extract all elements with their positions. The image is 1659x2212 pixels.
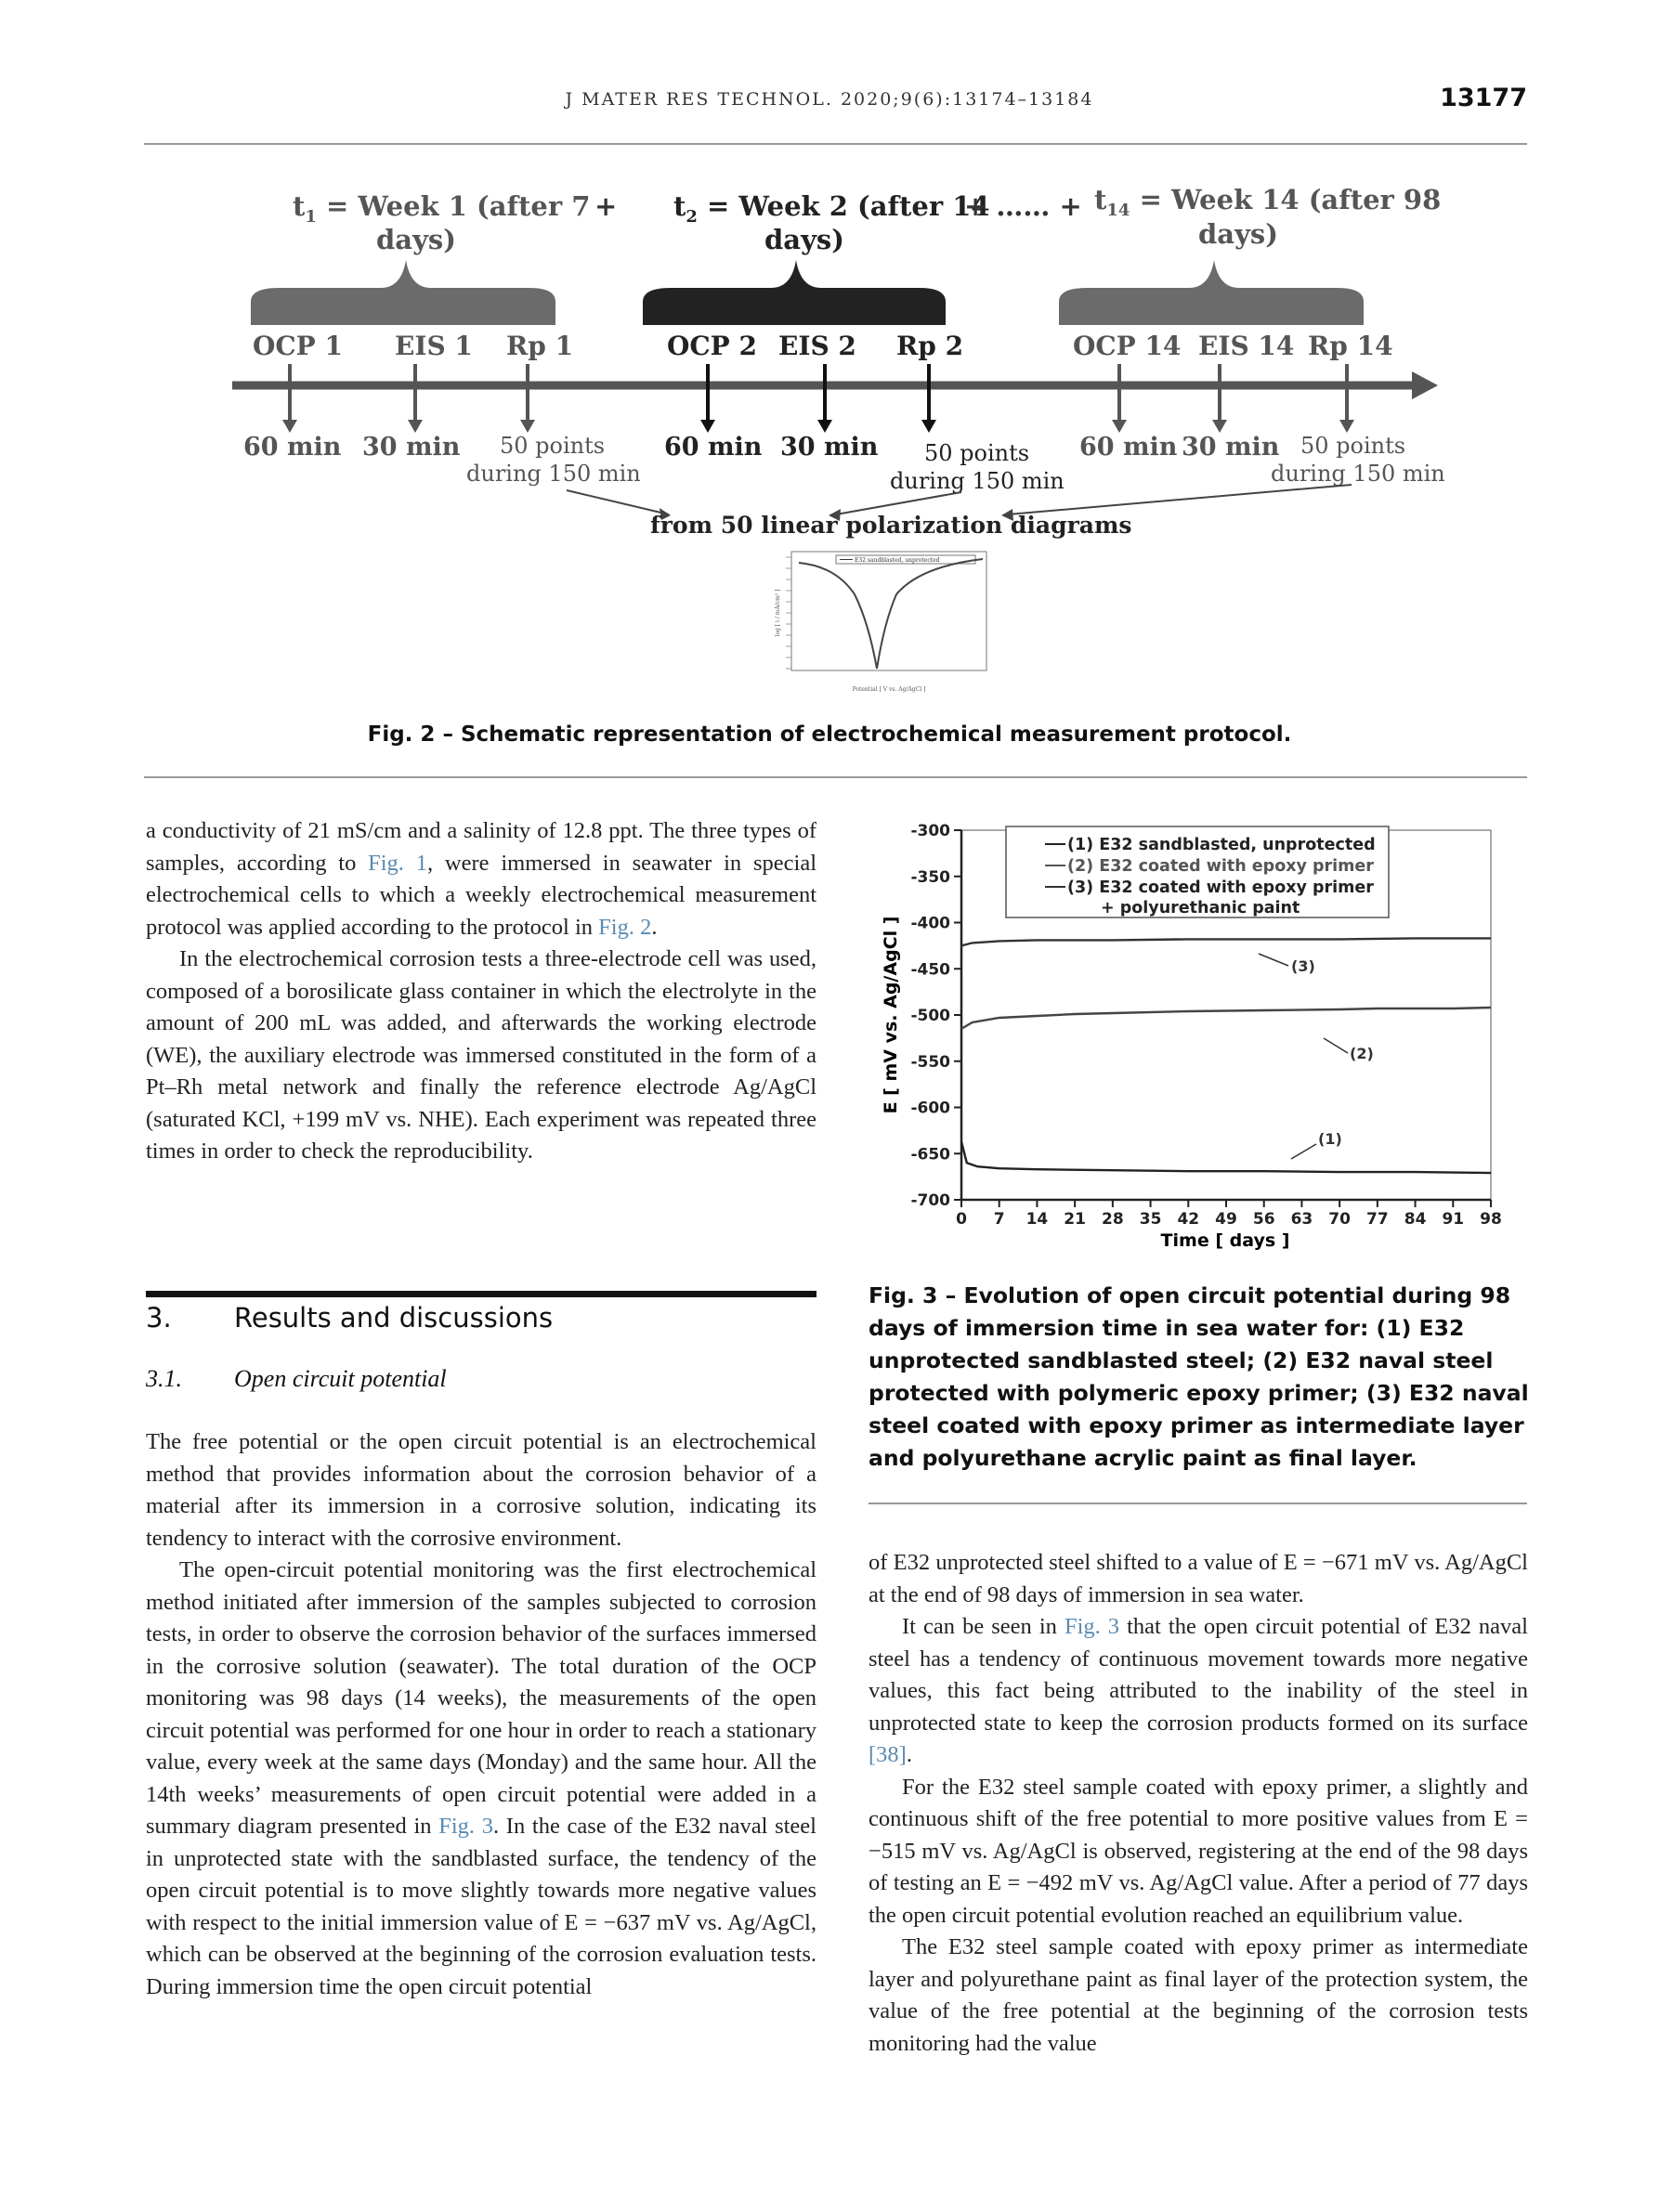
x-tick-label-0: 0 bbox=[956, 1210, 967, 1229]
subsection-title: Open circuit potential bbox=[234, 1365, 447, 1392]
duration-ocp1: 60 min bbox=[243, 433, 342, 462]
step-eis1: EIS 1 bbox=[395, 331, 473, 361]
during-rp2: during 150 min bbox=[890, 468, 1065, 494]
x-tick-label-5: 35 bbox=[1139, 1210, 1162, 1229]
inset-ylabel: log [ i / mA/cm² ] bbox=[775, 589, 781, 637]
x-tick-label-11: 77 bbox=[1366, 1210, 1389, 1229]
brace-week1 bbox=[251, 260, 555, 325]
paragraph-3: The free potential or the open circuit potential is an electrochemical method that provides information about the corrosion behavior of a material after its immersion in a corrosive solution, indicating its tendency to interact with the corrosive environment. bbox=[146, 1429, 816, 1551]
x-tick-label-8: 56 bbox=[1252, 1210, 1275, 1229]
fig3-rule bbox=[869, 1503, 1527, 1504]
legend-item-3b: + polyurethanic paint bbox=[1101, 899, 1300, 917]
step-rp14: Rp 14 bbox=[1308, 331, 1393, 361]
week2-label: $t_2$ = Week 2 (after 14 bbox=[673, 190, 990, 227]
brace-week14 bbox=[1059, 260, 1364, 325]
fig2-link[interactable]: Fig. 2 bbox=[598, 914, 652, 940]
points-rp2: 50 points bbox=[924, 440, 1030, 466]
x-tick-label-7: 49 bbox=[1215, 1210, 1237, 1229]
duration-eis1: 30 min bbox=[362, 433, 461, 462]
legend-item-3: (3) E32 coated with epoxy primer bbox=[1067, 878, 1374, 897]
paragraph-4: The open-circuit potential monitoring was the first electrochemical method initiated after immersion of the samples subjected to corrosion tests, in order to observe the corrosion behavior of the surfaces immersed in the corrosive solution (seawater). The total duration of the OCP monitoring was 98 days (14 weeks), the measurements of the open circuit potential was performed for one hour in order to reach a stationary value, every week at the same days (Monday) and the same hour. All the 14th weeks’ measurements of open circuit potential were added in a summary diagram presented in Fig. 3. In the case of the E32 naval steel in unprotected state with the sandblasted surface, the tendency of the open circuit potential is to move slightly towards more negative values with respect to the initial immersion value of E = −637 mV vs. Ag/AgCl, which can be observed at the beginning of the corrosion evaluation tests. During immersion time the open circuit potential bbox=[146, 1557, 816, 1999]
step-rp2: Rp 2 bbox=[896, 331, 964, 361]
paragraph-1: a conductivity of 21 mS/cm and a salinity of 12.8 ppt. The three types of samples, according to Fig. 1, were immersed in seawater in special electrochemical cells to which a weekly electrochemical measurement protocol was applied according to the protocol in Fig. 2. bbox=[146, 818, 817, 940]
paragraph-5: of E32 unprotected steel shifted to a value of E = −671 mV vs. Ag/AgCl at the end of 98 days of immersion in sea water. bbox=[869, 1550, 1528, 1607]
citation-38[interactable]: [38] bbox=[869, 1742, 907, 1767]
x-tick-label-9: 63 bbox=[1290, 1210, 1313, 1229]
inset-legend: E32 sandblasted, unprotected bbox=[855, 557, 940, 564]
annotation-3: (3) bbox=[1291, 957, 1315, 975]
section-title: Results and discussions bbox=[234, 1302, 554, 1334]
paragraph-8: The E32 steel sample coated with epoxy primer as intermediate layer and polyurethane paint as final layer of the protection system, the value of the free potential at the beginning of the corrosion tests monitoring had the value bbox=[869, 1934, 1528, 2056]
figure-3-chart bbox=[869, 808, 1509, 1263]
fig2-caption: Fig. 2 – Schematic representation of electrochemical measurement protocol. bbox=[367, 722, 1292, 747]
x-tick-label-2: 14 bbox=[1025, 1210, 1049, 1229]
step-ocp2: OCP 2 bbox=[667, 331, 757, 361]
during-rp1: during 150 min bbox=[466, 461, 641, 487]
y-tick-label-6: -600 bbox=[910, 1099, 950, 1118]
duration-ocp2: 60 min bbox=[664, 433, 763, 462]
y-tick-label-0: -300 bbox=[910, 822, 950, 840]
paragraph-2: In the electrochemical corrosion tests a three-electrode cell was used, composed of a borosilicate glass container in which the electrolyte in the amount of 200 mL was added, and afterwards the working electrode (WE), the auxiliary electrode was immersed constituted in the form of a Pt–Rh metal network and finally the reference electrode Ag/AgCl (saturated KCl, +199 mV vs. NHE). Each experiment was repeated three times in order to check the reproducibility. bbox=[146, 946, 816, 1164]
left-column-top bbox=[146, 815, 816, 1168]
fig3-caption: Fig. 3 – Evolution of open circuit potential during 98 days of immersion time in sea water for: (1) E32 unprotected sandblasted steel; (2) E32 naval steel protected with polymeric epoxy primer; (3) E32 naval steel coated with epoxy primer as intermediate layer and polyurethane acrylic paint as final layer. bbox=[869, 1282, 1529, 1471]
x-tick-label-10: 70 bbox=[1328, 1210, 1351, 1229]
y-tick-label-3: -450 bbox=[910, 960, 950, 980]
legend-item-2: (2) E32 coated with epoxy primer bbox=[1067, 857, 1374, 876]
annotation-1: (1) bbox=[1318, 1130, 1342, 1148]
brace-week2 bbox=[643, 260, 946, 325]
fig2-rule bbox=[144, 776, 1527, 778]
subsection-number: 3.1. bbox=[146, 1365, 182, 1392]
step-eis2: EIS 2 bbox=[778, 331, 856, 361]
plus-1: + bbox=[594, 190, 618, 222]
fig1-link[interactable]: Fig. 1 bbox=[368, 850, 427, 876]
x-tick-label-14: 98 bbox=[1480, 1210, 1502, 1229]
from-polarization-label: from 50 linear polarization diagrams bbox=[650, 512, 1132, 539]
x-tick-label-13: 91 bbox=[1442, 1210, 1465, 1229]
right-column-text bbox=[869, 1547, 1528, 2060]
week14-label-2: days) bbox=[1198, 218, 1278, 250]
figure-2 bbox=[0, 158, 1659, 752]
y-tick-label-2: -400 bbox=[910, 914, 950, 933]
x-tick-label-3: 21 bbox=[1064, 1210, 1086, 1229]
duration-eis2: 30 min bbox=[780, 433, 879, 462]
section-number: 3. bbox=[146, 1302, 172, 1334]
x-tick-label-12: 84 bbox=[1404, 1210, 1427, 1229]
running-head: J MATER RES TECHNOL. 2020;9(6):13174–13184 bbox=[565, 89, 1094, 110]
points-rp14: 50 points bbox=[1300, 433, 1406, 459]
page-number: 13177 bbox=[1440, 84, 1527, 112]
inset-xlabel: Potential [ V vs. Ag/AgCl ] bbox=[852, 686, 926, 693]
left-column-bottom bbox=[146, 1426, 816, 2003]
x-axis-label: Time [ days ] bbox=[1160, 1230, 1290, 1251]
paragraph-7: For the E32 steel sample coated with epoxy primer, a slightly and continuous shift of the free potential to more positive values from E = −515 mV vs. Ag/AgCl is observed, registering at the end of the 98 days of testing an E = −492 mV vs. Ag/AgCl value. After a period of 77 days the open circuit potential evolution reached an equilibrium value. bbox=[869, 1774, 1528, 1928]
y-tick-label-7: -650 bbox=[910, 1145, 950, 1165]
step-eis14: EIS 14 bbox=[1198, 331, 1295, 361]
week2-label-2: days) bbox=[764, 224, 844, 255]
plus-2: + …… + bbox=[964, 190, 1082, 222]
inset-polarization-plot bbox=[775, 552, 986, 693]
duration-ocp14: 60 min bbox=[1079, 433, 1178, 462]
week1-label: $t_1$ = Week 1 (after 7 bbox=[293, 190, 591, 227]
y-tick-label-8: -700 bbox=[910, 1191, 950, 1210]
timeline-arrowhead bbox=[1412, 371, 1438, 399]
week14-label: $t_{14}$ = Week 14 (after 98 bbox=[1094, 184, 1442, 220]
fig3-link[interactable]: Fig. 3 bbox=[438, 1814, 493, 1839]
y-tick-label-5: -550 bbox=[910, 1052, 950, 1072]
step-ocp14: OCP 14 bbox=[1073, 331, 1182, 361]
duration-eis14: 30 min bbox=[1182, 433, 1280, 462]
y-axis-label: E [ mV vs. Ag/AgCl ] bbox=[881, 916, 901, 1114]
y-tick-label-4: -500 bbox=[910, 1007, 950, 1025]
during-rp14: during 150 min bbox=[1271, 461, 1445, 487]
y-tick-label-1: -350 bbox=[910, 867, 950, 887]
points-rp1: 50 points bbox=[500, 433, 606, 459]
paragraph-6: It can be seen in Fig. 3 that the open circuit potential of E32 naval steel has a tendency of continuous movement towards more negative values, this fact being attributed to the inability of the steel in unprotected state to keep the corrosion products formed on its surface [38]. bbox=[869, 1614, 1528, 1767]
x-tick-label-1: 7 bbox=[993, 1210, 1005, 1229]
x-tick-label-4: 28 bbox=[1102, 1210, 1124, 1229]
step-ocp1: OCP 1 bbox=[253, 331, 343, 361]
x-tick-label-6: 42 bbox=[1177, 1210, 1200, 1229]
fig3-link-2[interactable]: Fig. 3 bbox=[1064, 1614, 1120, 1639]
legend-item-1: (1) E32 sandblasted, unprotected bbox=[1067, 836, 1376, 854]
step-rp1: Rp 1 bbox=[506, 331, 574, 361]
week1-label-2: days) bbox=[376, 224, 456, 255]
section-bar bbox=[146, 1291, 816, 1297]
annotation-2: (2) bbox=[1350, 1045, 1374, 1062]
header-rule bbox=[144, 143, 1527, 145]
